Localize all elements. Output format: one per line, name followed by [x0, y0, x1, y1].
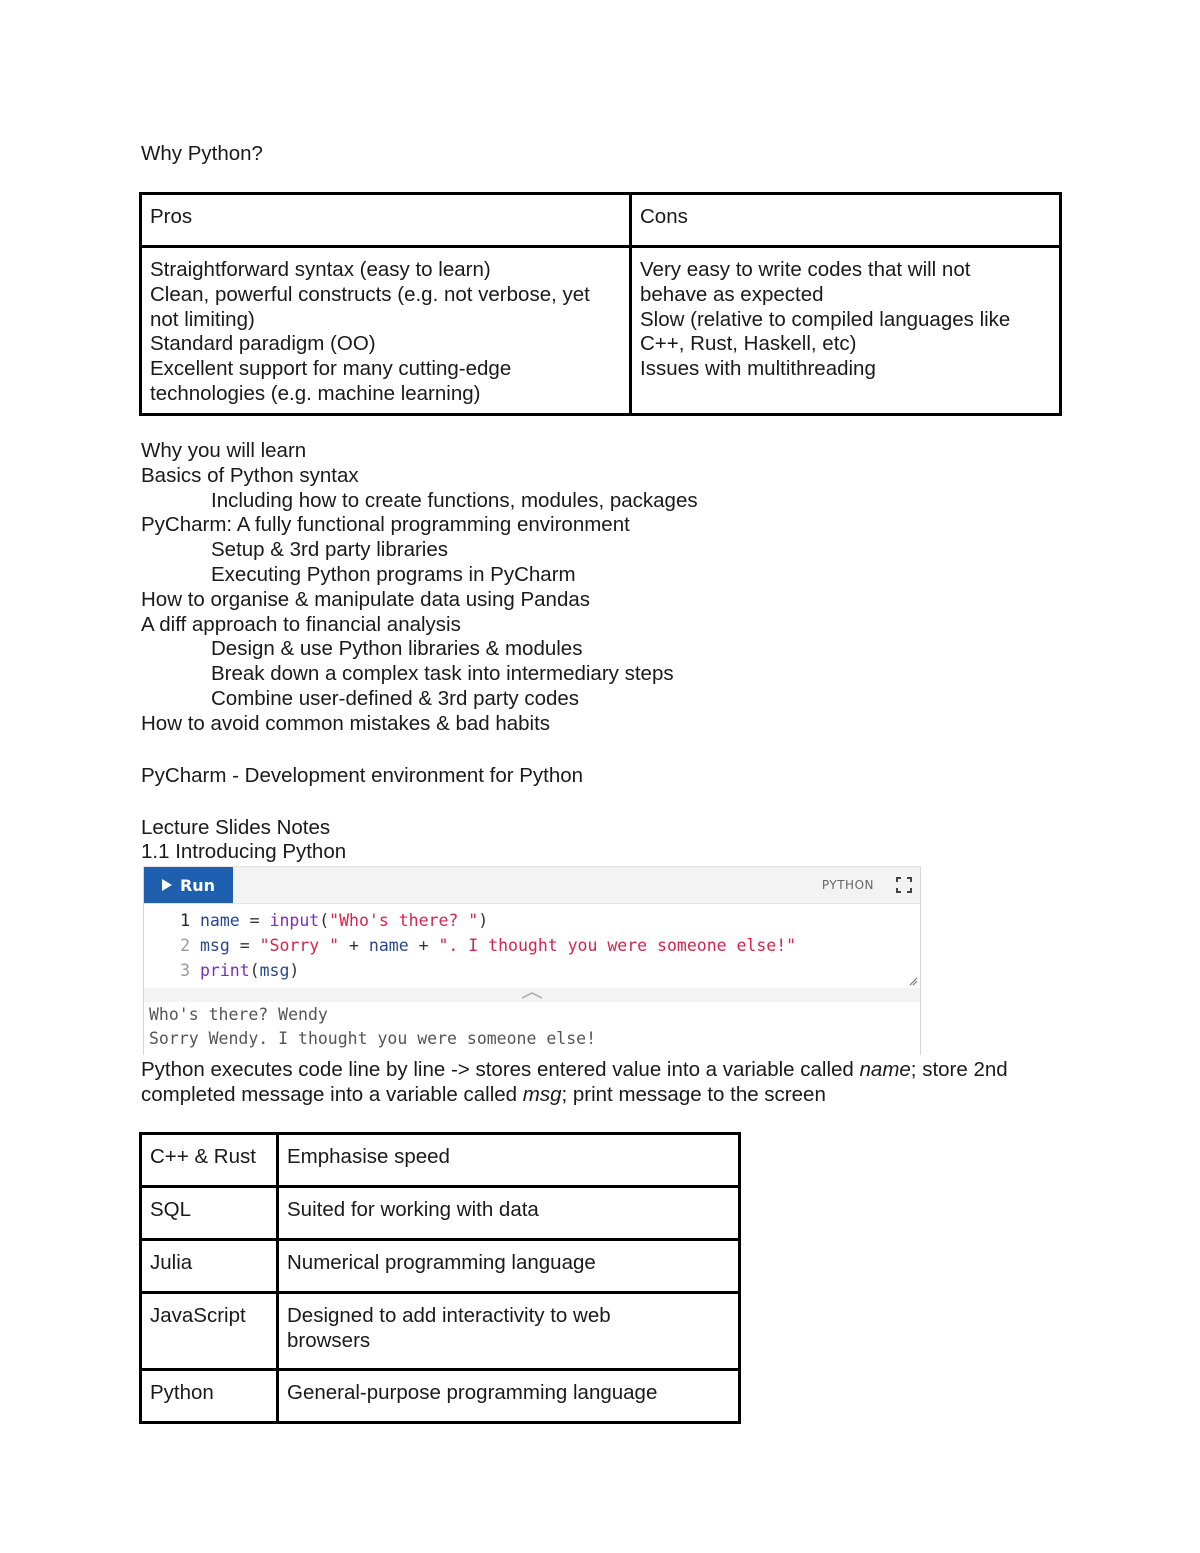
output-divider[interactable] [144, 988, 920, 1002]
code-token: = [229, 936, 260, 955]
learn-subitem: Executing Python programs in PyCharm [211, 562, 576, 586]
learn-item: How to avoid common mistakes & bad habits [141, 711, 551, 735]
pycharm-heading: PyCharm - Development environment for Python [141, 764, 584, 787]
code-editor[interactable] [144, 904, 920, 988]
explanation-text: Python executes code line by line -> stores entered value into a variable called [141, 1058, 860, 1081]
language-desc: General-purpose programming language [278, 1370, 740, 1423]
code-token: ". I thought you were someone else!" [438, 936, 797, 955]
code-token: "Who's there? " [329, 911, 479, 930]
languages-table [139, 1132, 741, 1424]
output-line: Sorry Wendy. I thought you were someone else! [149, 1029, 597, 1048]
language-name: C++ & Rust [141, 1134, 278, 1187]
table-row [141, 1240, 740, 1293]
explanation-text: ; store 2nd [910, 1058, 1008, 1081]
pros-line: not limiting) [150, 307, 255, 331]
cons-line: Slow (relative to compiled languages like [640, 307, 1011, 331]
code-token: "Sorry " [259, 936, 340, 955]
line-number: 3 [180, 961, 190, 980]
pros-cons-table [139, 192, 1062, 416]
run-label: Run [179, 875, 216, 895]
explanation-variable: msg [522, 1082, 562, 1106]
language-desc: Emphasise speed [278, 1134, 740, 1187]
console-output [144, 1002, 920, 1051]
table-row [141, 1187, 740, 1240]
learn-item: Basics of Python syntax [141, 463, 359, 487]
language-desc: Designed to add interactivity to web browsers [278, 1293, 740, 1370]
code-token: msg [200, 936, 230, 955]
table-row [141, 1370, 740, 1423]
code-toolbar [144, 867, 920, 904]
play-icon [162, 879, 172, 891]
learn-item: How to organise & manipulate data using Pandas [141, 587, 591, 611]
explanation-paragraph [141, 1058, 1008, 1108]
learn-subitem: Combine user-defined & 3rd party codes [211, 686, 580, 710]
lecture-heading: Lecture Slides Notes [141, 816, 331, 839]
page-title: Why Python? [141, 142, 263, 165]
language-desc: Numerical programming language [278, 1240, 740, 1293]
language-name: Julia [141, 1240, 278, 1293]
resize-handle-icon[interactable] [908, 976, 918, 986]
language-name: Python [141, 1370, 278, 1423]
code-widget [143, 866, 921, 1055]
learn-subitem: Including how to create functions, modules, packages [211, 488, 698, 512]
cons-cell [631, 247, 1061, 415]
code-line [144, 933, 920, 958]
explanation-line [141, 1058, 1008, 1083]
table-row [141, 1293, 740, 1370]
fullscreen-icon[interactable] [896, 877, 912, 893]
explanation-variable: name [859, 1058, 911, 1081]
cons-line: behave as expected [640, 282, 824, 306]
pros-line: Clean, powerful constructs (e.g. not verbose, yet [150, 282, 590, 306]
pros-line: technologies (e.g. machine learning) [150, 381, 481, 405]
learn-section [141, 439, 698, 737]
pros-line: Straightforward syntax (easy to learn) [150, 258, 491, 281]
learn-item: PyCharm: A fully functional programming environment [141, 513, 630, 537]
code-token: ( [319, 911, 330, 930]
code-line [144, 908, 920, 933]
code-token: print [200, 961, 250, 980]
language-desc: Suited for working with data [278, 1187, 740, 1240]
output-line: Who's there? Wendy [149, 1005, 328, 1024]
code-token: ) [289, 961, 300, 980]
language-name: JavaScript [141, 1293, 278, 1370]
explanation-text: ; print message to the screen [561, 1082, 826, 1106]
run-button[interactable] [144, 867, 233, 903]
learn-subitem: Design & use Python libraries & modules [211, 637, 583, 661]
explanation-line [141, 1083, 1008, 1108]
learn-subitem: Setup & 3rd party libraries [211, 538, 449, 562]
line-number: 1 [180, 911, 190, 930]
code-token: + [339, 936, 369, 955]
cons-line: C++, Rust, Haskell, etc) [640, 332, 857, 356]
code-token: name [200, 911, 240, 930]
cons-line: Issues with multithreading [640, 357, 876, 381]
line-number: 2 [180, 936, 190, 955]
code-token: name [368, 936, 409, 955]
code-token: input [269, 911, 320, 930]
learn-heading: Why you will learn [141, 439, 307, 462]
pros-line: Excellent support for many cutting-edge [150, 357, 512, 381]
code-token: ) [478, 911, 489, 930]
code-token: = [239, 911, 270, 930]
pros-line: Standard paradigm (OO) [150, 332, 376, 356]
lecture-subheading: 1.1 Introducing Python [141, 840, 347, 863]
cons-header: Cons [631, 194, 1061, 247]
learn-item: A diff approach to financial analysis [141, 612, 461, 636]
code-token: + [408, 936, 439, 955]
code-token: ( [249, 961, 260, 980]
pros-cell [141, 247, 631, 415]
code-line [144, 958, 920, 983]
table-row [141, 1134, 740, 1187]
language-label: PYTHON [821, 878, 874, 892]
cons-line: Very easy to write codes that will not [640, 258, 971, 281]
language-name: SQL [141, 1187, 278, 1240]
learn-subitem: Break down a complex task into intermediary steps [211, 662, 674, 686]
code-token: msg [259, 961, 290, 980]
pros-header: Pros [141, 194, 631, 247]
explanation-text: completed message into a variable called [141, 1082, 523, 1106]
chevron-up-icon[interactable] [520, 990, 544, 1000]
